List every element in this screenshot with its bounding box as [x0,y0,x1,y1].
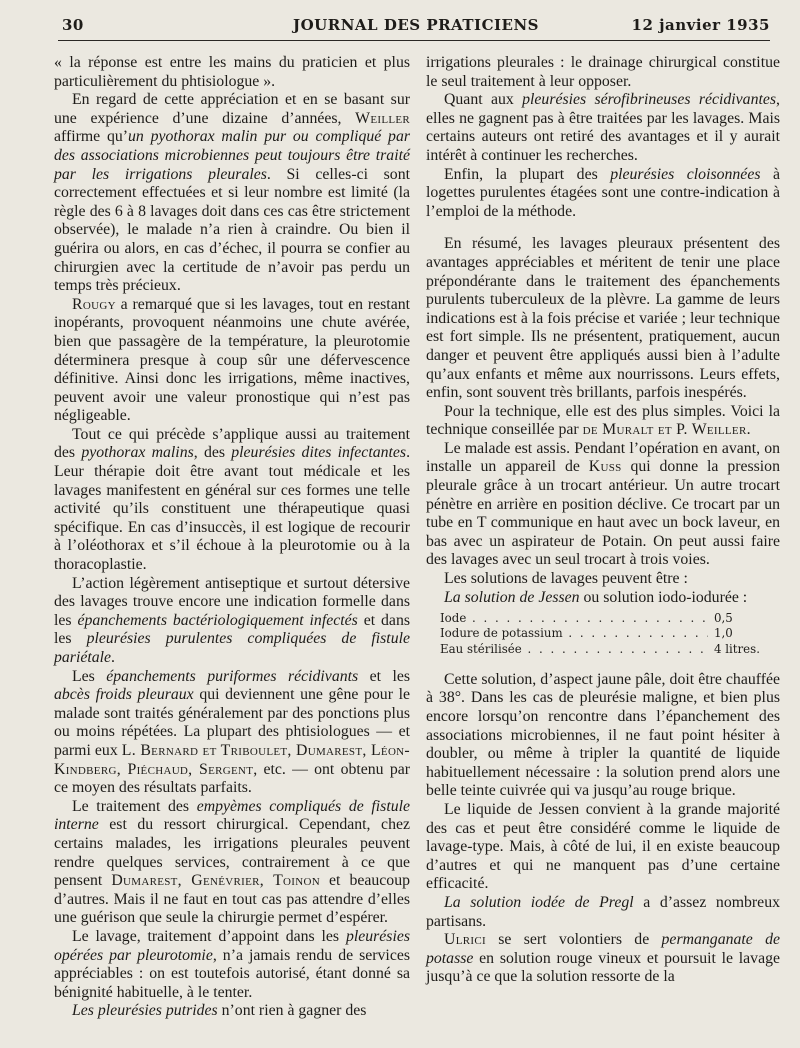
author-name: Kuss [588,458,622,476]
paragraph: Le traitement des empyèmes compliqués de fistule interne est du ressort chirurgical. Cependant, chez certains malades, les irrigations pleurales peuvent rendre quelques services, contrairement à ce que pensent Dumarest, Genévrier, Toinon et beaucoup d’autres. Mais il ne faut en tout cas pas attendre d’elles une guérison que seule la chirurgie permet d’espérer. [54,797,411,927]
paragraph: Rougy a remarqué que si les lavages, tout en restant inopérants, provoquent néanmoins une chute avérée, bien que passagère de la température, la pleurotomie déterminera presque à coup sûr une défervescence définitive. Ainsi donc les irrigations, même inactives, peuvent avoir une valeur pronostique qui n’est pas négligeable. [54,295,410,425]
ingredient-name: Eau stérilisée . . . [440,642,708,657]
paragraph: Tout ce qui précède s’applique aussi au traitement des pyothorax malins, des pleurésies dites infectantes. Leur thérapie doit être avant tout médicale et les lavages manifestent en général sur ces formes une telle activité qu’ils constituent une thérapeutique quasi spécifique. En cas d’insuccès, il est logique de recourir à l’oléothorax et s’il échoue à la pleurotomie ou à la thoracoplastie. [54,425,411,574]
recipe-row [440,611,780,626]
ingredient-quantity: 0,5 [714,611,733,626]
left-column [54,54,410,1021]
page-number: 30 [62,16,84,34]
paragraph: La solution iodée de Pregl a d’assez nombreux partisans. [426,893,780,930]
author-name: Ulrici [444,931,486,949]
paragraph: Le malade est assis. Pendant l’opération en avant, on installe un appareil de Kuss qui donne la pression pleurale grâce à un trocart antérieur. Un autre trocart pénètre en arrière en position déclive. Ce trocart par un tube en T communique en haut avec un bock laveur, en bas avec un aspirateur de Potain. On peut aussi faire des lavages avec un seul trocart à trois voies. [426,439,780,569]
journal-title: JOURNAL DES PRATICIENS [293,16,539,34]
paragraph: Les pleurésies putrides n’ont rien à gagner des [72,1002,367,1020]
paragraph: La solution de Jessen ou solution iodo-iodurée : [444,588,748,606]
page-header [62,16,770,40]
ingredient-name: Iodure de potassium . . . [440,626,708,641]
paragraph: Pour la technique, elle est des plus simples. Voici la technique conseillée par de Muralt et P. Weiller. [426,402,780,439]
paragraph: Cette solution, d’aspect jaune pâle, doit être chauffée à 38°. Dans les cas de pleurésie maligne, et bien plus encore lorsqu’on rencontre dans l’épanchement des associations microbiennes, il ne faut point hésiter à doubler, ou même à tripler la quantité de liquide habituellement nécessaire : la solution prend alors une belle teinte cuivrée qui va jusqu’au rouge brique. [426,670,780,800]
paragraph: Le lavage, traitement d’appoint dans les pleurésies opérées par pleurotomie, n’a jamais rendu de services appréciables : on est toutefois autorisé, étant donné sa bénignité habituelle, à le tenter. [54,927,410,1001]
author-name: Rougy [72,295,116,313]
recipe-table [440,611,780,657]
paragraph: En regard de cette appréciation et en se basant sur une expérience d’une dizaine d’années, Weiller affirme qu’un pyothorax malin pur ou compliqué par des associations microbiennes peut toujours être traité par les irrigations pleurales. Si celles-ci sont correctement effectuées et si leur nombre est limité (la règle des 6 à 8 lavages doit dans ces cas être strictement observée), le malade n’a rien à craindre. Ou bien il guérira ou alors, en cas d’échec, il pourra se confier au chirurgien avec la certitude de n’avoir pas perdu un temps très précieux. [54,91,411,295]
paragraph: Quant aux pleurésies sérofibrineuses récidivantes, elles ne gagnent pas à être traitées par les lavages. Mais certains auteurs ont retiré des avantages et il y aurait intérêt à continuer les recherches. [426,91,780,164]
paragraph: L’action légèrement antiseptique et surtout détersive des lavages trouve encore une indication formelle dans les épanchements bactériologiquement infectés et dans les pleurésies purulentes compliquées de fistule pariétale. [54,574,410,666]
author-names: Dumarest, Genévrier, Toinon [111,872,320,890]
right-column [426,54,780,987]
author-names: L. Bernard et Triboulet, Dumarest, Léon-Kindberg, Piéchaud, Sergent [54,741,410,778]
author-names: de Muralt et P. Weiller [582,421,747,439]
paragraph: Les épanchements puriformes récidivants et les abcès froids pleuraux qui deviennent une gêne pour le malade sont traités généralement par des ponctions plus ou moins répétées. La plupart des phtisiologues — et parmi eux L. Bernard et Triboulet, Dumarest, Léon-Kindberg, Piéchaud, Sergent, etc. — ont obtenu par ce moyen des résultats parfaits. [54,667,410,797]
ingredient-quantity: 1,0 [714,626,733,641]
recipe-row [440,642,780,657]
header-rule [58,40,770,41]
paragraph: Le liquide de Jessen convient à la grande majorité des cas et peut être considéré comme le liquide de lavage-type. Mais, à côté de lui, il en existe beaucoup d’autres et qui ne manquent pas d’une certaine efficacité. [426,800,780,893]
issue-date: 12 janvier 1935 [631,16,770,34]
paragraph: Enfin, la plupart des pleurésies cloisonnées à logettes purulentes étagées sont une contre-indication à l’emploi de la méthode. [426,165,780,220]
recipe-row [440,626,780,641]
author-name: Weiller [355,109,411,127]
ingredient-quantity: 4 litres. [714,641,760,656]
summary-paragraph: En résumé, les lavages pleuraux présentent des avantages appréciables et méritent de tenir une place prépondérante dans le traitement des épanchements purulents tuberculeux de la plèvre. La gamme de leurs indications est à la fois précise et variée ; leur technique est fort simple. Ils ne présentent, pratiquement, aucun danger et peuvent être appliqués aussi bien à l’adulte qu’aux enfants et même aux nourrissons. Leurs effets, enfin, sont souvent très brillants, parfois inespérés. [426,235,780,402]
paragraph: Ulrici se sert volontiers de permanganate de potasse en solution rouge vineux et poursuit le lavage jusqu’à ce que la solution ressorte de la [426,931,781,986]
paragraph: irrigations pleurales : le drainage chirurgical constitue le seul traitement à leur opposer. [426,54,780,90]
paragraph: « la réponse est entre les mains du praticien et plus particulièrement du phtisiologue ». [54,54,410,90]
paragraph: Les solutions de lavages peuvent être : [444,570,688,588]
ingredient-name: Iode . . . [440,611,708,626]
